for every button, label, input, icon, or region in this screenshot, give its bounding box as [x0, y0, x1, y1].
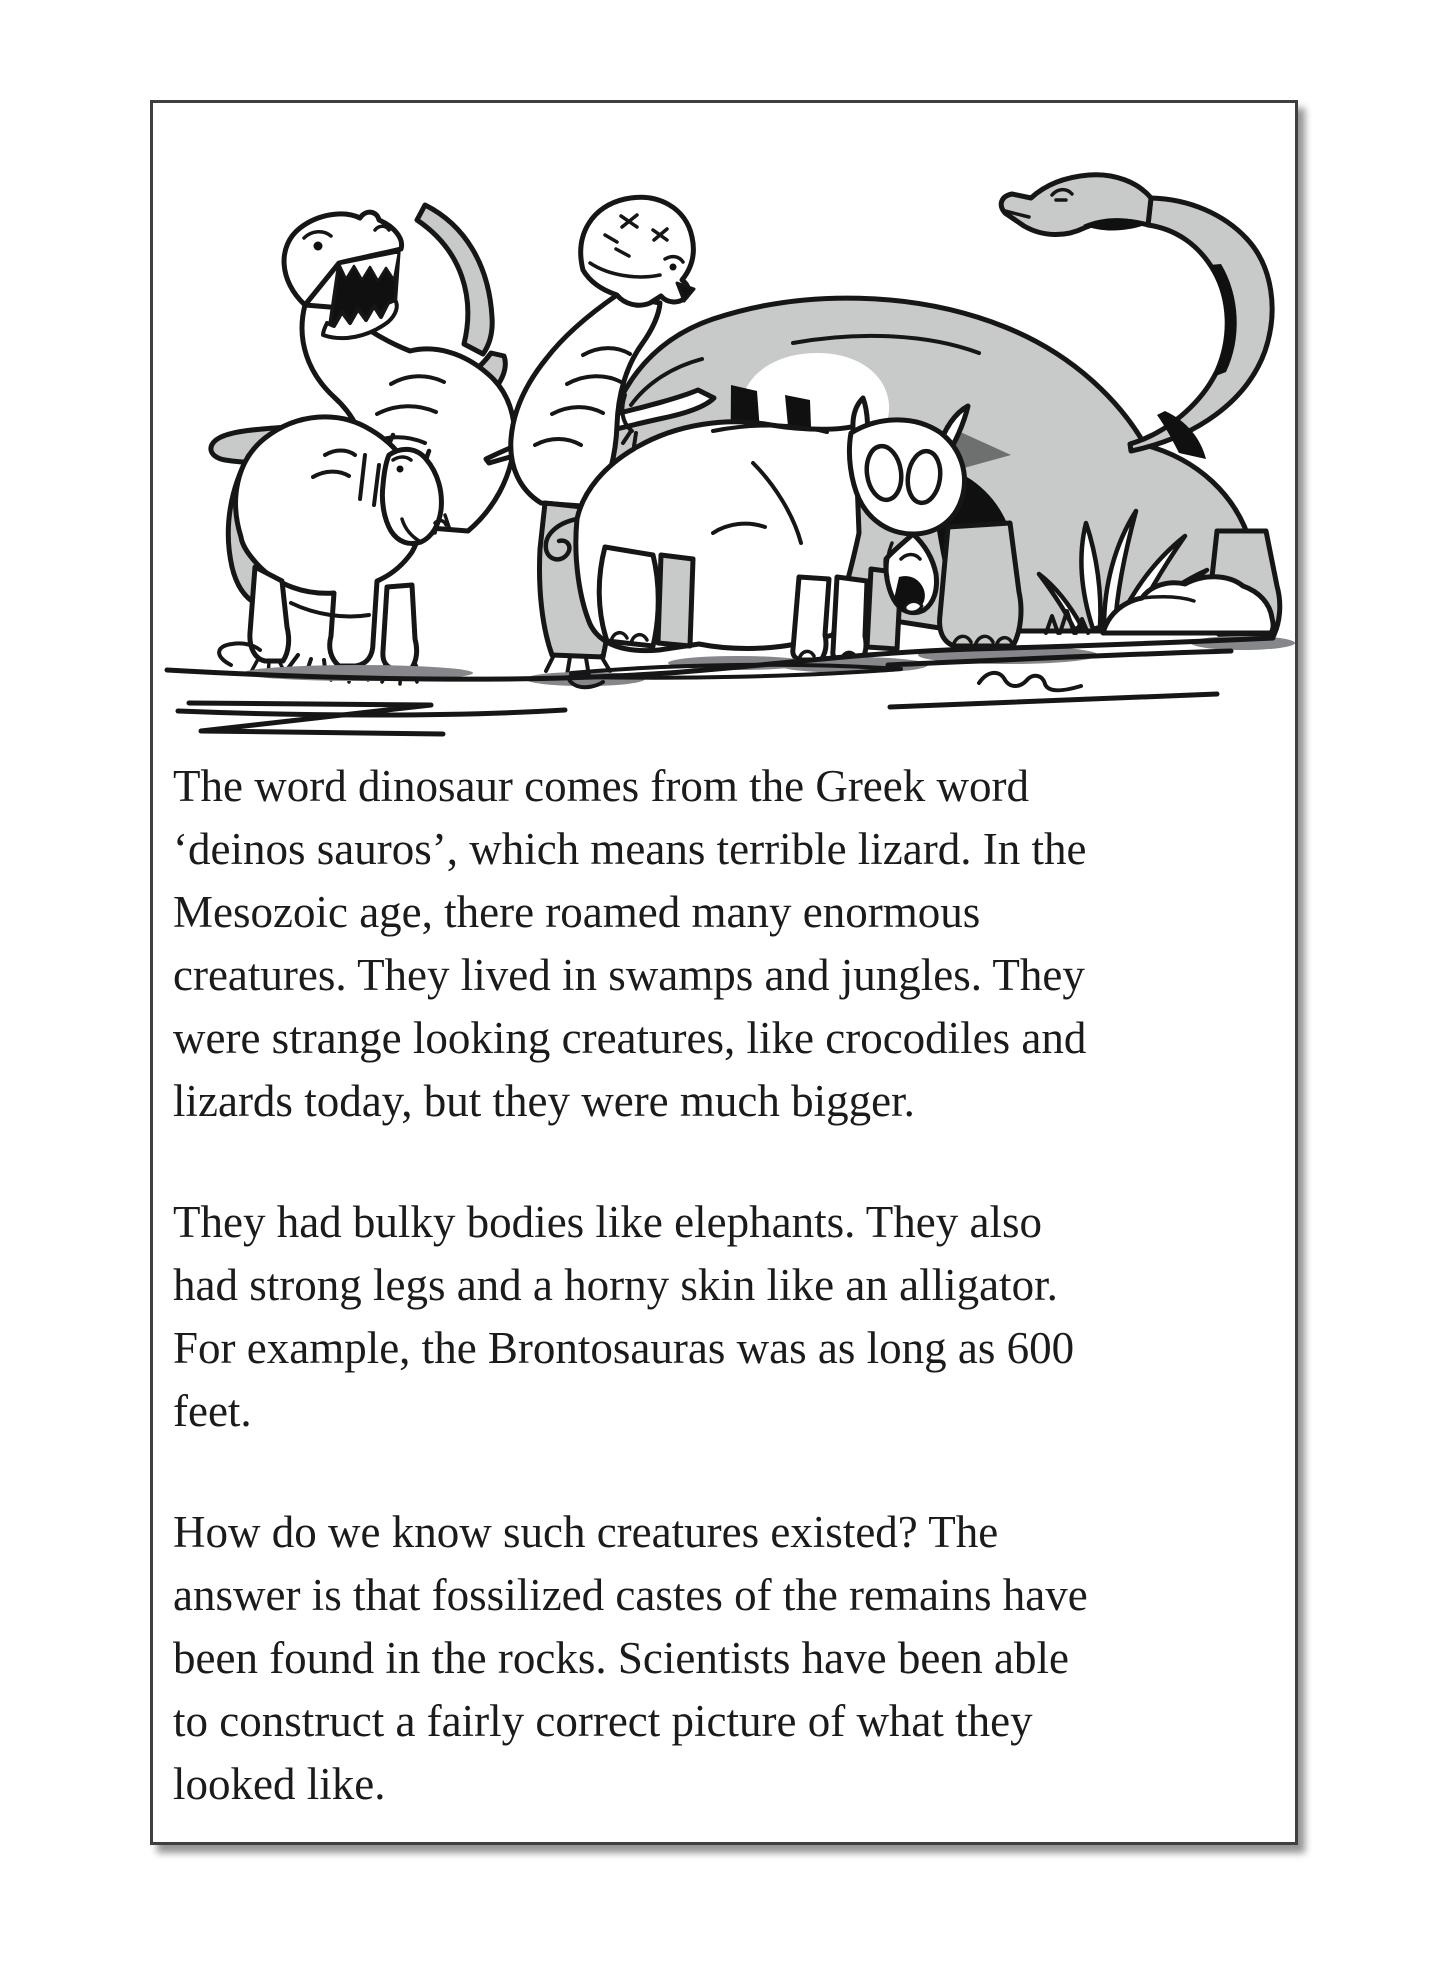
text-line: answer is that fossilized castes of the remains have	[173, 1570, 1088, 1620]
document-page	[150, 100, 1298, 1845]
text-line: They had bulky bodies like elephants. They also	[173, 1197, 1042, 1247]
passage-text	[153, 755, 1295, 1816]
paragraph-1	[173, 755, 1265, 1133]
text-line: lizards today, but they were much bigger.	[173, 1076, 915, 1126]
text-line: ‘deinos sauros’, which means terrible lizard. In the	[173, 824, 1087, 874]
paragraph-3	[173, 1501, 1265, 1816]
text-line: been found in the rocks. Scientists have been able	[173, 1633, 1069, 1683]
text-line: to construct a fairly correct picture of what they	[173, 1696, 1033, 1746]
text-line: Mesozoic age, there roamed many enormous	[173, 887, 981, 937]
text-line: For example, the Brontosauras was as long as 600	[173, 1323, 1075, 1373]
paragraph-2	[173, 1191, 1265, 1443]
text-line: were strange looking creatures, like crocodiles and	[173, 1013, 1087, 1063]
hadrosaur	[236, 417, 446, 684]
text-line: The word dinosaur comes from the Greek word	[173, 761, 1029, 811]
text-line: had strong legs and a horny skin like an alligator.	[173, 1260, 1058, 1310]
dinosaur-illustration	[153, 103, 1295, 753]
text-line: creatures. They lived in swamps and jungles. They	[173, 950, 1085, 1000]
text-line: looked like.	[173, 1759, 386, 1809]
text-line: How do we know such creatures existed? The	[173, 1507, 999, 1557]
text-line: feet.	[173, 1386, 252, 1436]
